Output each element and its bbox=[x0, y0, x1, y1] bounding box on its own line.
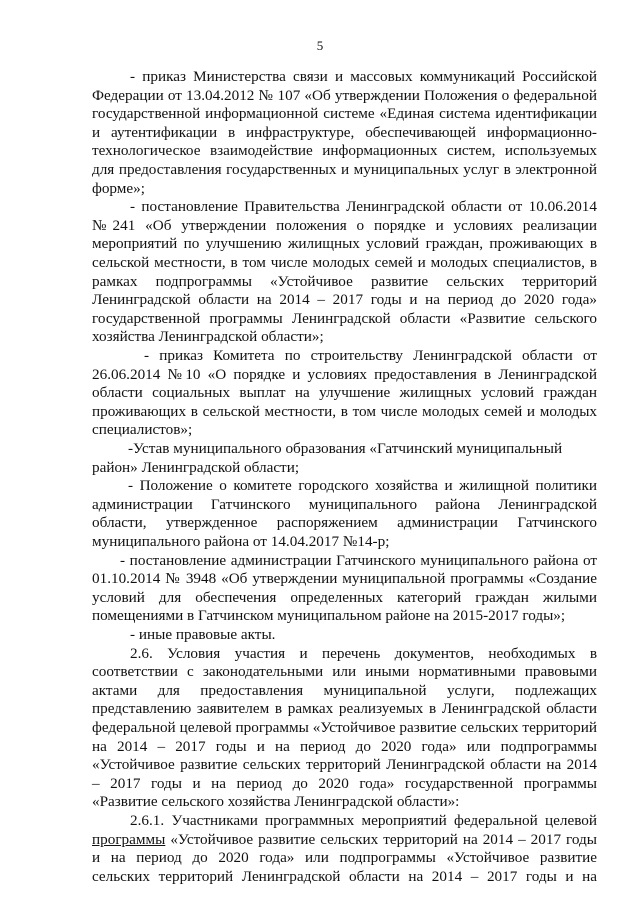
text-line: - Положение о комитете городского хозяйства и жилищной политики bbox=[128, 477, 597, 495]
text-line: актами для предоставления муниципальной услуги, подлежащих bbox=[92, 681, 597, 699]
text-line: и аутентификации в инфраструктуре, обеспечивающей информационно- bbox=[92, 123, 597, 141]
text-line: представлению заявителем в рамках реализуемых в Ленинградской области bbox=[92, 700, 597, 718]
text-line: - иные правовые акты. bbox=[130, 626, 276, 643]
text-line: 2.6. Условия участия и перечень документов, необходимых в bbox=[130, 644, 597, 662]
text-line: технологическое взаимодействие информационных систем, используемых bbox=[92, 142, 597, 160]
text-line: 2.6.1. Участниками программных мероприятий федеральной целевой bbox=[130, 812, 597, 829]
text-line: хозяйства Ленинградской области»; bbox=[92, 328, 324, 346]
text-line: форме»; bbox=[92, 179, 145, 197]
text-line: район» Ленинградской области; bbox=[92, 458, 300, 476]
text-line: - приказ Министерства связи и массовых коммуникаций Российской bbox=[130, 68, 597, 85]
text-line: проживающих в сельской местности, в том числе молодых семей и молодых bbox=[92, 402, 597, 420]
text-line: 01.10.2014 № 3948 «Об утверждении муниципальной программы «Создание bbox=[92, 570, 597, 588]
text-line: мероприятий по улучшению жилищных условий граждан, проживающих в bbox=[92, 235, 597, 253]
text-line: «Развитие сельского хозяйства Ленинградской области»: bbox=[92, 793, 460, 811]
text-line: федеральной целевой программы «Устойчивое развитие сельских территорий bbox=[92, 719, 597, 736]
text-line: государственной информационной системе «Единая система идентификации bbox=[92, 105, 597, 123]
text-line: для предоставления государственных и муниципальных услуг в электронной bbox=[92, 161, 597, 178]
text-line: государственной программы Ленинградской области «Развитие сельского bbox=[92, 309, 597, 327]
text-line: - постановление Правительства Ленинградской области от 10.06.2014 bbox=[130, 198, 597, 216]
text-line: области, утвержденное распоряжением администрации Гатчинского bbox=[92, 514, 597, 532]
text-line: - постановление администрации Гатчинского муниципального района от bbox=[120, 551, 597, 569]
text-line: соответствии с законодательными или иными нормативными правовыми bbox=[92, 663, 597, 681]
text-line: -Устав муниципального образования «Гатчинский муниципальный bbox=[128, 440, 563, 457]
text-line: Федерации от 13.04.2012 № 107 «Об утверждении Положения о федеральной bbox=[92, 86, 597, 104]
text-line: специалистов»; bbox=[92, 421, 193, 439]
text-line: сельской местности, в том числе молодых семей и молодых специалистов, в bbox=[92, 254, 597, 271]
text-line: условий для обеспечения определенных категорий граждан жилыми bbox=[92, 588, 597, 606]
text-line: №241 «Об утверждении положения о порядке и условиях реализации bbox=[92, 216, 597, 234]
text-line: программы «Устойчивое развитие сельских территорий на 2014 – 2017 годы bbox=[92, 830, 597, 848]
text-line: на 2014 – 2017 годы и на период до 2020 года» или подпрограммы bbox=[92, 737, 597, 755]
text-line: – 2017 годы и на период до 2020 года» государственной программы bbox=[92, 774, 597, 792]
text-line: и на период до 2020 года» или подпрограммы «Устойчивое развитие bbox=[92, 849, 597, 867]
text-line: области социальных выплат на улучшение жилищных условий граждан bbox=[92, 384, 597, 402]
text-line: сельских территорий Ленинградской области на 2014 – 2017 годы и на bbox=[92, 867, 597, 885]
text-line: Ленинградской области на 2014 – 2017 годы и на период до 2020 года» bbox=[92, 291, 597, 309]
underlined-word: программы bbox=[92, 830, 166, 848]
text-line: администрации Гатчинского муниципального района Ленинградской bbox=[92, 495, 597, 513]
text-line: муниципального района от 14.04.2017 №14-р; bbox=[92, 533, 390, 550]
text-line: помещениями в Гатчинском муниципальном районе на 2015-2017 годы»; bbox=[92, 607, 566, 625]
text-line: 26.06.2014 №10 «О порядке и условиях предоставления в Ленинградской bbox=[92, 365, 597, 383]
page-number: 5 bbox=[316, 38, 324, 53]
text-line: - приказ Комитета по строительству Ленинградской области от bbox=[144, 347, 597, 364]
text-line: «Устойчивое развитие сельских территорий Ленинградской области на 2014 bbox=[92, 756, 597, 774]
text-line: рамках подпрограммы «Устойчивое развитие сельских территорий bbox=[92, 272, 597, 290]
